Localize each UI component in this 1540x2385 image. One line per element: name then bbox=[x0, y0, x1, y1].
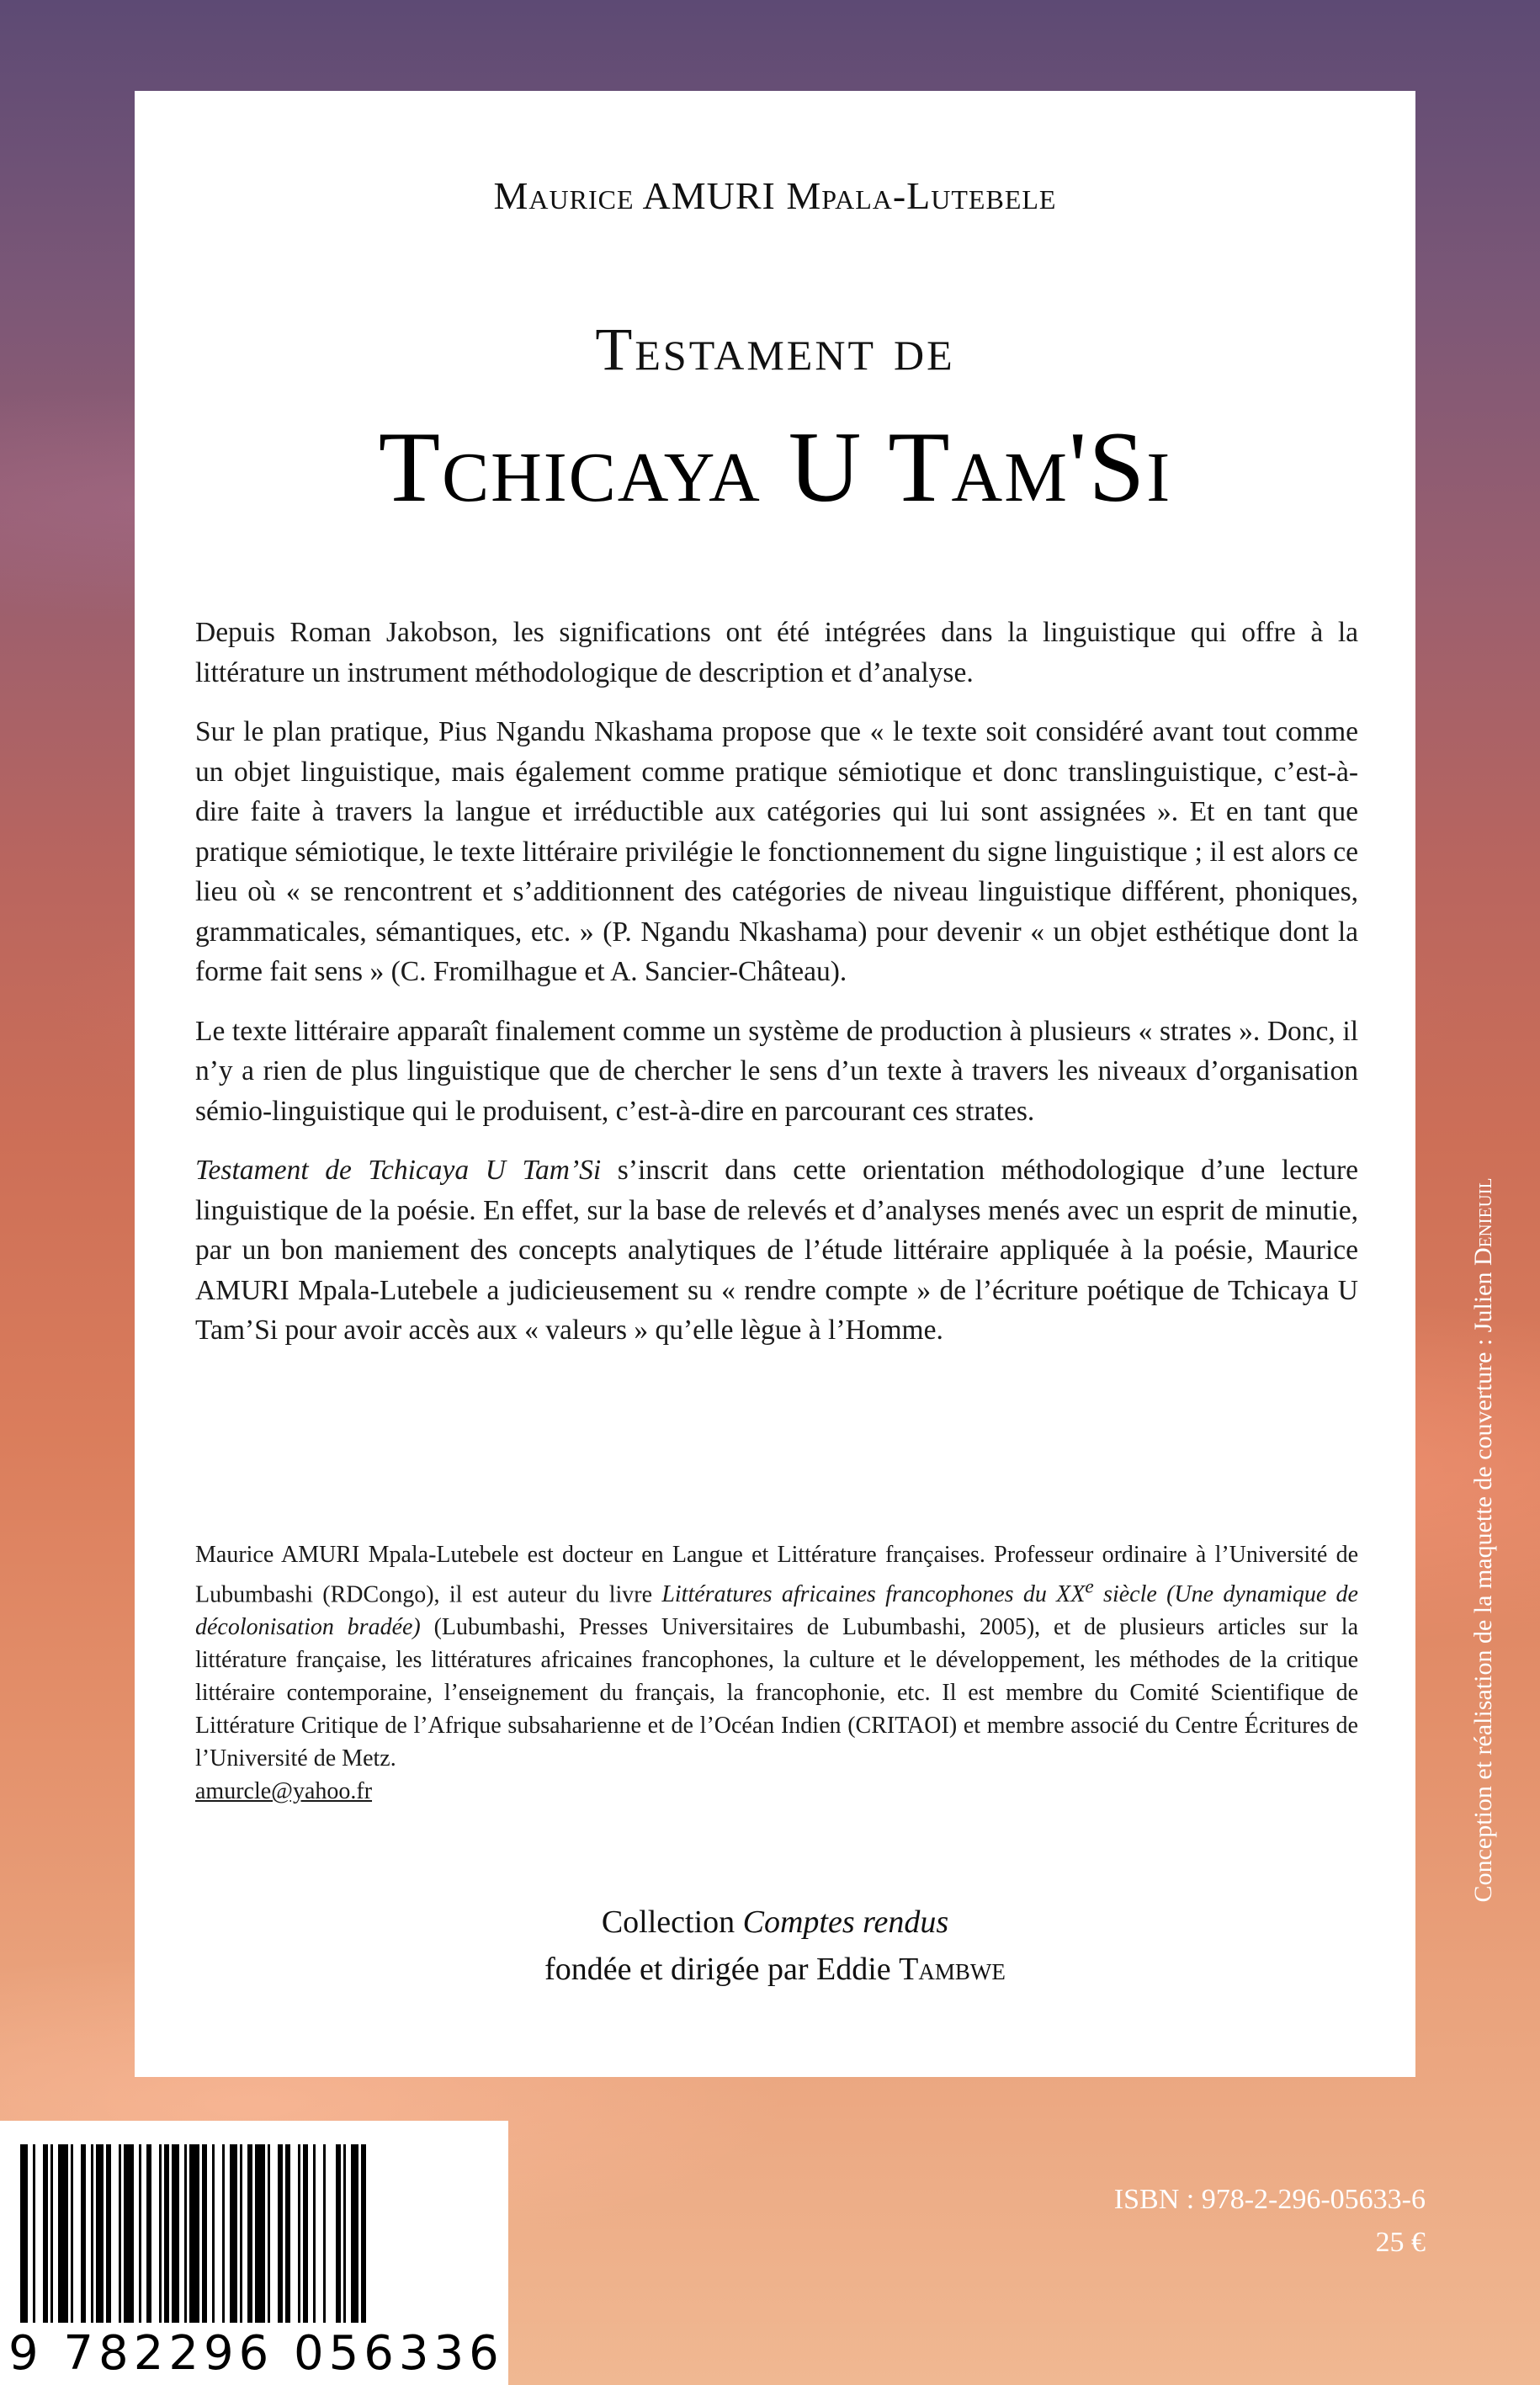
barcode-bar bbox=[50, 2144, 53, 2323]
barcode-bar bbox=[202, 2144, 207, 2323]
barcode-bar bbox=[164, 2144, 169, 2323]
summary-paragraph-4-text: s’inscrit dans cette orientation méthodologique d’une lecture linguistique de la poésie. En effet, sur la base de relevés et d’analyses menés avec un esprit de minutie, par un bon maniement des concepts analytiques de l’étude littéraire appliquée à la poésie, Maurice AMURI Mpala-Lutebele a judicieusement su « rendre compte » de l’écriture poétique de Tchicaya U Tam’Si pour avoir accès aux « valeurs » qu’elle lègue à l’Homme. bbox=[195, 1155, 1359, 1346]
cover-design-credit bbox=[1469, 1044, 1503, 2037]
barcode-bar bbox=[336, 2144, 341, 2323]
barcode-bar bbox=[81, 2144, 86, 2323]
bio-book-title-a: Littératures africaines francophones du XX bbox=[661, 1581, 1086, 1608]
barcode-bar bbox=[58, 2144, 68, 2323]
barcode-bar bbox=[159, 2144, 162, 2323]
barcode-bar bbox=[222, 2144, 225, 2323]
barcode bbox=[0, 2121, 508, 2385]
barcode-bar bbox=[323, 2144, 326, 2323]
barcode-bar bbox=[361, 2144, 366, 2323]
barcode-bar bbox=[184, 2144, 187, 2323]
collection-line-2 bbox=[135, 1946, 1415, 1993]
barcode-bar bbox=[268, 2144, 270, 2323]
barcode-bar bbox=[343, 2144, 346, 2323]
collection-name: Comptes rendus bbox=[742, 1904, 949, 1940]
author-email-link[interactable]: amurcle@yahoo.fr bbox=[195, 1778, 373, 1805]
collection-info bbox=[135, 1899, 1415, 1993]
barcode-bar bbox=[119, 2144, 121, 2323]
barcode-bar bbox=[71, 2144, 73, 2323]
barcode-bar bbox=[96, 2144, 104, 2323]
summary-paragraph-1: Depuis Roman Jakobson, les significations ont été intégrées dans la linguistique qui offre à la littérature un instrument méthodologique de description et d’analyse. bbox=[195, 617, 1358, 688]
barcode-bar bbox=[313, 2144, 316, 2323]
barcode-bar bbox=[285, 2144, 290, 2323]
barcode-bar bbox=[240, 2144, 242, 2323]
barcode-bar bbox=[124, 2144, 134, 2323]
barcode-bar bbox=[298, 2144, 300, 2323]
summary-paragraph-2: Sur le plan pratique, Pius Ngandu Nkashama propose que « le texte soit considéré avant tout comme un objet linguistique, mais également comme pratique sémiotique et donc translinguistique, c’est-à-dire faite à travers la langue et irréductible aux catégories qui lui sont assignées ». Et en tant que pratique sémiotique, le texte littéraire privilégie le fonctionnement du signe linguistique ; il est alors ce lieu où « se rencontrent et s’additionnent des catégories de niveau linguistique différent, phoniques, grammaticales, sémantiques, etc. » (P. Ngandu Nkashama) pour devenir « un objet esthétique dont la forme fait sens » (C. Fromilhague et A. Sancier-Château). bbox=[195, 716, 1358, 987]
barcode-bar bbox=[106, 2144, 111, 2323]
barcode-bar bbox=[146, 2144, 151, 2323]
barcode-bar bbox=[33, 2144, 35, 2323]
title-line-2: Tchicaya U Tam'Si bbox=[378, 411, 1172, 523]
barcode-bar bbox=[212, 2144, 215, 2323]
barcode-bar bbox=[189, 2144, 199, 2323]
bio-book-title-sup: e bbox=[1085, 1576, 1094, 1598]
author-bio bbox=[195, 1538, 1358, 1808]
back-cover-panel bbox=[135, 91, 1415, 2077]
bio-paragraph bbox=[195, 1538, 1358, 1775]
credit-prefix: Conception et réalisation de la maquette de couverture : Julien bbox=[1469, 1266, 1497, 1903]
collection-director: Tambwe bbox=[899, 1952, 1006, 1987]
barcode-bar bbox=[43, 2144, 48, 2323]
summary-paragraph-4 bbox=[195, 1150, 1358, 1351]
book-title-italic: Testament de Tchicaya U Tam’Si bbox=[195, 1155, 602, 1186]
isbn: ISBN : 978-2-296-05633-6 bbox=[1113, 2184, 1426, 2215]
barcode-bar bbox=[278, 2144, 283, 2323]
author-name: Maurice AMURI Mpala-Lutebele bbox=[493, 174, 1057, 217]
barcode-bars bbox=[20, 2144, 491, 2323]
barcode-bar bbox=[172, 2144, 179, 2323]
collection-line-1 bbox=[135, 1899, 1415, 1946]
title-line-1: Testament de bbox=[595, 316, 955, 383]
barcode-bar bbox=[303, 2144, 308, 2323]
barcode-bar bbox=[247, 2144, 252, 2323]
barcode-bar bbox=[20, 2144, 28, 2323]
bio-text-1: Maurice AMURI Mpala-Lutebele est docteur en Langue et Littérature françaises. Professeur ordinaire à l’Université de Lubumbashi (RDCongo), il est auteur du livre bbox=[195, 1542, 1358, 1608]
barcode-bar bbox=[91, 2144, 93, 2323]
summary-text bbox=[195, 613, 1358, 1370]
barcode-bar bbox=[139, 2144, 141, 2323]
summary-paragraph-3: Le texte littéraire apparaît finalement comme un système de production à plusieurs « strates ». Donc, il n’y a rien de plus linguistique que de chercher le sens d’un texte à travers les niveaux d’organisation sémio-linguistique qui le produisent, c’est-à-dire en parcourant ces strates. bbox=[195, 1015, 1358, 1127]
barcode-bar bbox=[230, 2144, 237, 2323]
barcode-digits: 9 782296 056336 bbox=[8, 2326, 504, 2381]
bio-book-title-b: siècle (Une dynamique de décolonisation bradée) bbox=[195, 1581, 1358, 1641]
barcode-bar bbox=[255, 2144, 265, 2323]
bio-text-2: (Lubumbashi, Presses Universitaires de Lubumbashi, 2005), et de plusieurs articles sur la littérature française, les littératures africaines francophones, la culture et le développement, les méthodes de la critique littéraire contemporaine, l’enseignement du français, la francophonie, etc. Il est membre du Comité Scientifique de Littérature Critique de l’Afrique subsaharienne et de l’Océan Indien (CRITAOI) et membre associé du Centre Écritures de l’Université de Metz. bbox=[195, 1614, 1359, 1772]
collection-director-prefix: fondée et dirigée par Eddie bbox=[544, 1952, 900, 1987]
collection-prefix: Collection bbox=[601, 1904, 743, 1940]
credit-name: Denieuil bbox=[1469, 1177, 1497, 1267]
barcode-bar bbox=[351, 2144, 358, 2323]
price: 25 € bbox=[1375, 2227, 1426, 2258]
